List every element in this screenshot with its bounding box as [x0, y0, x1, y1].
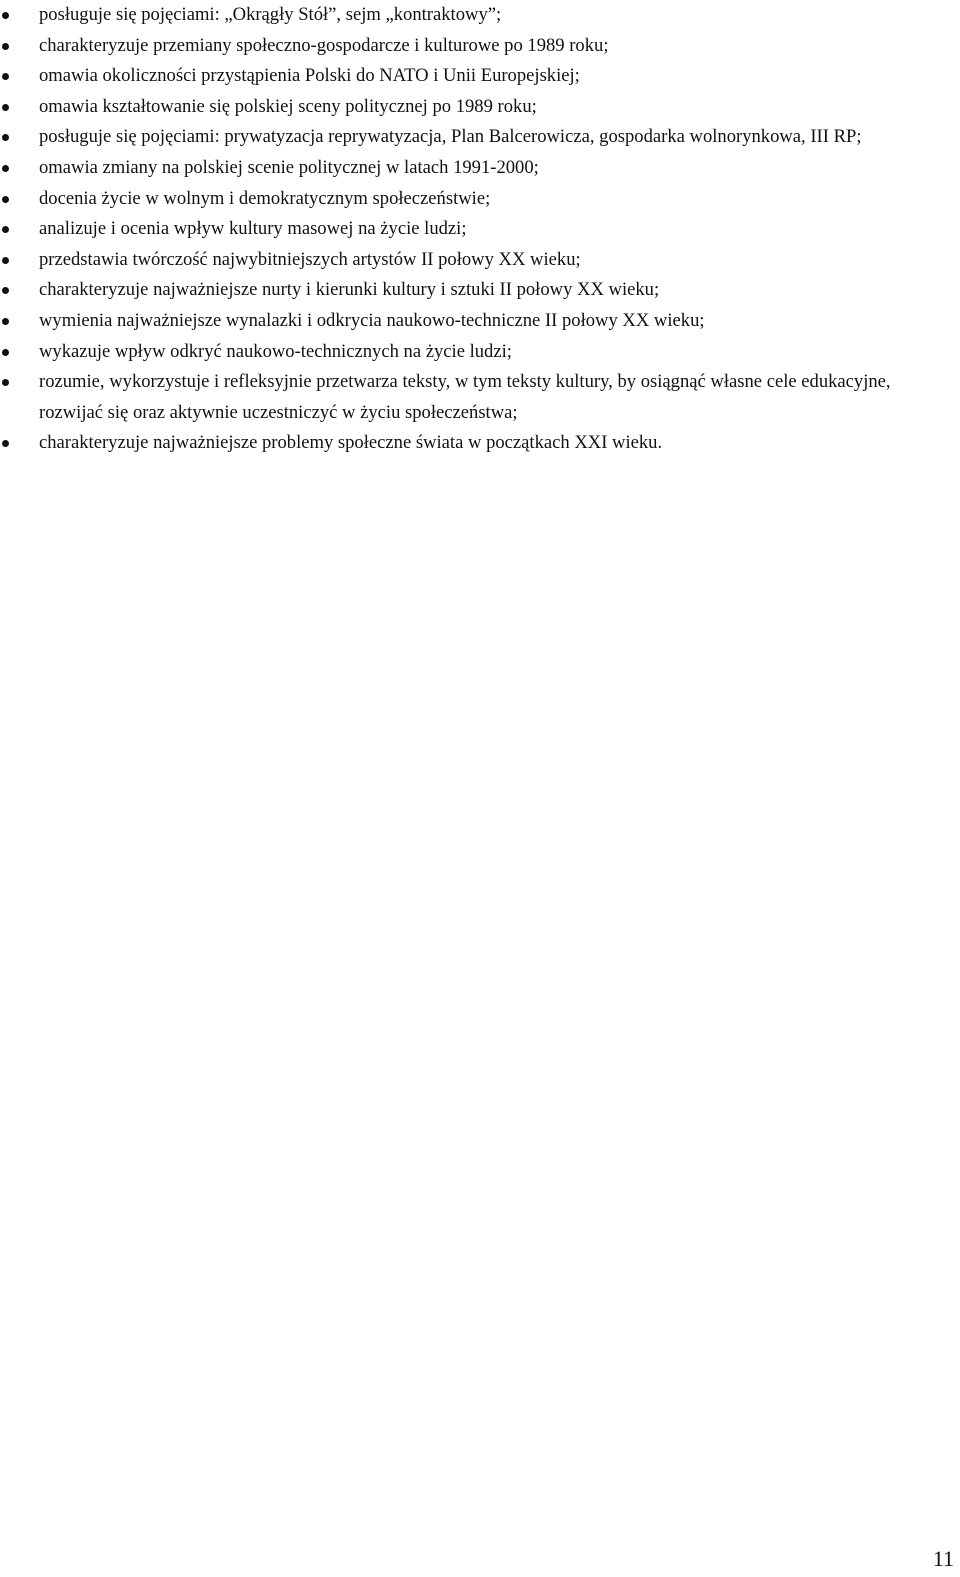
page-number: 11	[932, 1546, 954, 1571]
list-item-text: charakteryzuje przemiany społeczno-gospodarcze i kulturowe po 1989 roku;	[39, 34, 609, 56]
bullet-icon	[2, 440, 9, 447]
list-item	[0, 367, 958, 428]
list-item	[0, 122, 958, 153]
list-item-text: charakteryzuje najważniejsze problemy społeczne świata w początkach XXI wieku.	[39, 432, 663, 454]
bullet-icon	[2, 318, 9, 325]
list-item-text: omawia okoliczności przystąpienia Polski do NATO i Unii Europejskiej;	[39, 65, 580, 87]
bullet-icon	[2, 196, 9, 203]
bullet-icon	[2, 165, 9, 172]
bullet-icon	[2, 43, 9, 50]
list-item-text: wykazuje wpływ odkryć naukowo-technicznych na życie ludzi;	[39, 340, 512, 362]
list-item	[0, 275, 958, 306]
list-item-text: omawia zmiany na polskiej scenie politycznej w latach 1991-2000;	[39, 156, 539, 178]
list-item-text: przedstawia twórczość najwybitniejszych artystów II połowy XX wieku;	[39, 248, 581, 270]
list-item-text: charakteryzuje najważniejsze nurty i kierunki kultury i sztuki II połowy XX wieku;	[39, 279, 660, 301]
bullet-icon	[2, 73, 9, 80]
list-item-text: omawia kształtowanie się polskiej sceny politycznej po 1989 roku;	[39, 95, 537, 117]
list-item-text: posługuje się pojęciami: „Okrągły Stół”, sejm „kontraktowy”;	[39, 4, 502, 25]
list-item	[0, 0, 958, 31]
bullet-icon	[2, 287, 9, 294]
bullet-icon	[2, 379, 9, 386]
list-item	[0, 245, 958, 276]
list-item-text: rozumie, wykorzystuje i refleksyjnie przetwarza teksty, w tym teksty kultury, by osiągnąć własne cele edukacyjne, rozwijać się oraz aktywnie uczestniczyć w życiu społeczeństwa;	[39, 371, 891, 423]
bullet-icon	[2, 134, 9, 141]
bullet-icon	[2, 226, 9, 233]
bullet-icon	[2, 12, 9, 19]
list-item	[0, 337, 958, 368]
bullet-icon	[2, 257, 9, 264]
objectives-list	[0, 0, 958, 459]
list-item	[0, 428, 958, 459]
list-item	[0, 61, 958, 92]
bullet-icon	[2, 104, 9, 111]
list-item-text: wymienia najważniejsze wynalazki i odkrycia naukowo-techniczne II połowy XX wieku;	[39, 309, 705, 331]
list-item-text: docenia życie w wolnym i demokratycznym społeczeństwie;	[39, 187, 491, 209]
bullet-icon	[2, 349, 9, 356]
list-item-text: posługuje się pojęciami: prywatyzacja reprywatyzacja, Plan Balcerowicza, gospodarka wolnorynkowa, III RP;	[39, 126, 862, 148]
list-item	[0, 153, 958, 184]
list-item	[0, 214, 958, 245]
list-item	[0, 31, 958, 62]
list-item	[0, 92, 958, 123]
list-item-text: analizuje i ocenia wpływ kultury masowej na życie ludzi;	[39, 218, 467, 240]
list-item	[0, 306, 958, 337]
list-item	[0, 184, 958, 215]
